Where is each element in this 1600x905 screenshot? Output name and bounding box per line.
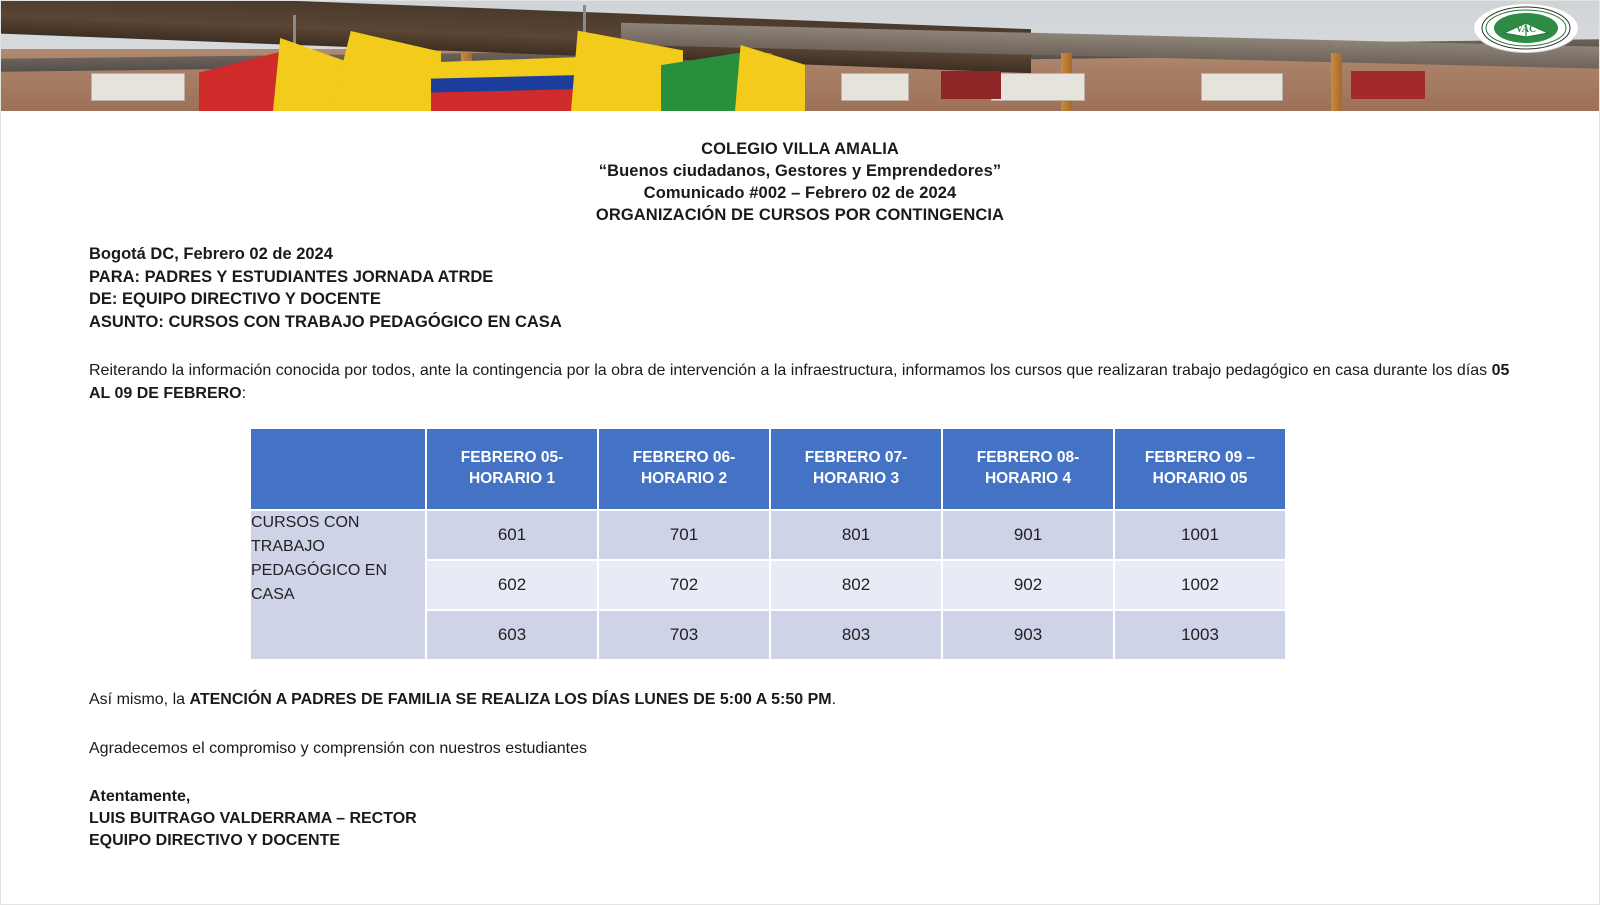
column-header-feb-07: FEBRERO 07- HORARIO 3	[770, 428, 942, 510]
sent-from: DE: EQUIPO DIRECTIVO Y DOCENTE	[89, 290, 381, 309]
column-header-feb-08: FEBRERO 08- HORARIO 4	[942, 428, 1114, 510]
school-seal-logo	[1473, 3, 1579, 53]
letterhead	[89, 139, 1511, 227]
table-cell: 1003	[1114, 610, 1286, 660]
row-header-cursos: CURSOS CON TRABAJO PEDAGÓGICO EN CASA	[250, 510, 426, 660]
column-header-feb-09: FEBRERO 09 – HORARIO 05	[1114, 428, 1286, 510]
attention-paragraph	[89, 689, 1511, 711]
table-cell: 902	[942, 560, 1114, 610]
communication-subject: ORGANIZACIÓN DE CURSOS POR CONTINGENCIA	[595, 205, 1005, 224]
table-cell: 601	[426, 510, 598, 560]
header-banner-photo	[1, 1, 1600, 111]
flag-green-yellow	[661, 45, 811, 111]
letter-metadata	[89, 243, 1511, 334]
table-cell: 603	[426, 610, 598, 660]
table-cell: 802	[770, 560, 942, 610]
subject-line: ASUNTO: CURSOS CON TRABAJO PEDAGÓGICO EN CASA	[89, 313, 562, 332]
intro-text-after: :	[241, 384, 247, 402]
intro-text-before: Reiterando la información conocida por todos, ante la contingencia por la obra de intervención a la infraestructura, informamos los cursos que realizaran trabajo pedagógico en casa durante los días	[89, 361, 1492, 379]
table-cell: 703	[598, 610, 770, 660]
signature-team: EQUIPO DIRECTIVO Y DOCENTE	[89, 832, 341, 850]
table-cell: 702	[598, 560, 770, 610]
table-cell: 803	[770, 610, 942, 660]
building-red-panel	[1351, 71, 1425, 99]
attention-text-before: Así mismo, la	[89, 691, 190, 709]
svg-text:VAC: VAC	[1515, 24, 1537, 35]
table-header-row	[250, 428, 1286, 510]
building-window	[841, 73, 909, 101]
table-row	[250, 510, 1286, 560]
school-motto: “Buenos ciudadanos, Gestores y Emprendedores”	[598, 161, 1002, 180]
intro-paragraph	[89, 360, 1511, 405]
thanks-paragraph: Agradecemos el compromiso y comprensión con nuestros estudiantes	[89, 739, 588, 757]
attention-schedule: ATENCIÓN A PADRES DE FAMILIA SE REALIZA LOS DÍAS LUNES DE 5:00 A 5:50 PM	[189, 691, 832, 709]
closing-section	[89, 689, 1511, 760]
column-header-feb-06: FEBRERO 06- HORARIO 2	[598, 428, 770, 510]
building-window	[91, 73, 185, 101]
table-cell: 1002	[1114, 560, 1286, 610]
table-cell: 701	[598, 510, 770, 560]
table-cell: 602	[426, 560, 598, 610]
table-cell: 1001	[1114, 510, 1286, 560]
signature-salutation: Atentamente,	[89, 788, 191, 806]
table-cell: 801	[770, 510, 942, 560]
building-window	[1201, 73, 1283, 101]
column-header-feb-05: FEBRERO 05- HORARIO 1	[426, 428, 598, 510]
signature-name: LUIS BUITRAGO VALDERRAMA – RECTOR	[89, 810, 417, 828]
intro-date-range: 05 AL 09 DE FEBRERO	[89, 361, 1510, 402]
communication-number: Comunicado #002 – Febrero 02 de 2024	[643, 183, 957, 202]
signature-block	[89, 786, 1511, 852]
place-and-date: Bogotá DC, Febrero 02 de 2024	[89, 244, 333, 263]
document-content	[1, 139, 1599, 852]
addressed-to: PARA: PADRES Y ESTUDIANTES JORNADA ATRDE	[89, 267, 494, 286]
building-window	[991, 73, 1085, 101]
table-cell: 903	[942, 610, 1114, 660]
table-corner-cell	[250, 428, 426, 510]
table-cell: 901	[942, 510, 1114, 560]
building-red-panel	[941, 71, 1001, 99]
flag-yellow-red	[181, 33, 331, 111]
attention-text-after: .	[831, 691, 837, 709]
schedule-table	[249, 427, 1287, 661]
building-column	[1331, 53, 1342, 111]
schedule-table-wrapper	[249, 427, 1511, 661]
school-name: COLEGIO VILLA AMALIA	[701, 140, 899, 158]
